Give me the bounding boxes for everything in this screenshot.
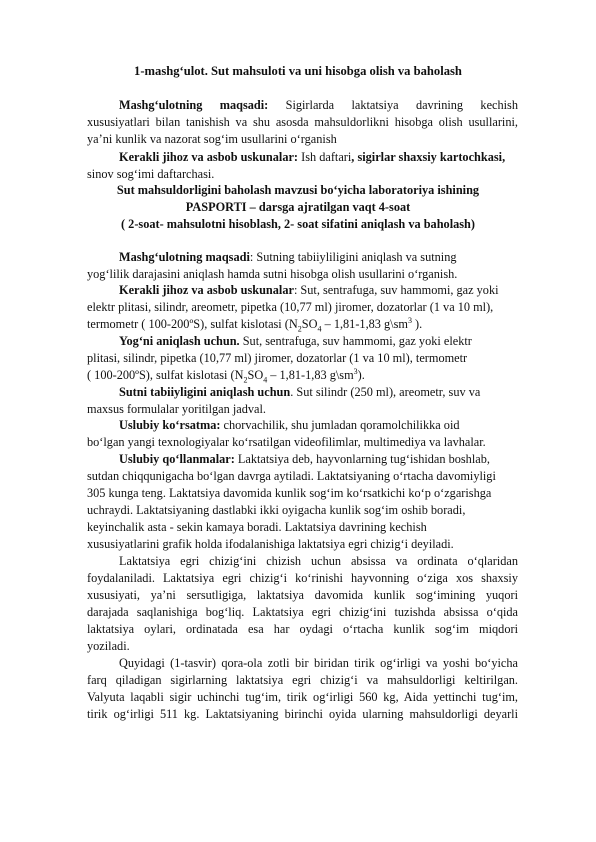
p2-line-4: tirik og‘irligi 511 kg. Laktatsiyaning birinchi oyida ularning mahsuldorligi deyarli: [87, 707, 518, 721]
s2-aim-line-1: [119, 250, 518, 266]
s2-equip-text-1: : Sut, sentrafuga, suv hammomi, gaz yoki: [293, 283, 499, 297]
s2-aim-text-1: : Sutning tabiiyliligini aniqlash va sutning: [249, 250, 457, 264]
page-title: 1-mashg‘ulot. Sut mahsuloti va uni hisobga olish va baholash: [134, 64, 462, 78]
s2-equip-text-3a: termometr ( 100-200ºS), sulfat kislotasi (N: [87, 317, 298, 331]
s1-aim-line-3: ya’ni kunlik va nazorat sog‘im usullarini o‘rganish: [87, 132, 337, 146]
s1-equip-text-1b: , sigirlar shaxsiy kartochkasi,: [351, 150, 506, 164]
s2-fat-text-3d: ).: [357, 368, 365, 382]
s2-fat-line-1: [119, 334, 518, 350]
s2-material-line-3: 305 kunga teng. Laktatsiya davomida kunlik sog‘im ko‘rsatkichi ko‘p o‘zgarishga: [87, 486, 492, 500]
s2-fat-text-3b: SO: [247, 368, 264, 382]
sup-three: 3: [353, 366, 358, 376]
s2-equip-text-3b: SO: [301, 317, 318, 331]
sub-two: 2: [243, 375, 248, 385]
s2-equip-line-3: [87, 317, 518, 333]
s1-equip-line-1: [119, 150, 518, 166]
p1-line-1: Laktatsiya egri chizig‘ini chizish uchun absissa va ordinata o‘qlaridan: [119, 554, 518, 568]
s2-natural-line-1: [119, 385, 518, 401]
s2-equip-label: Kerakli jihoz va asbob uskunalar: [119, 283, 294, 297]
s1-equip-text-1a: Ish daftari: [298, 150, 352, 164]
s2-equip-text-3d: ).: [411, 317, 423, 331]
p1-line-3: xususiyati, ya’ni sersutligiga, laktatsiya davomida kunlik sog‘imining yuqori: [87, 588, 518, 602]
s2-equip-line-2: elektr plitasi, silindr, areometr, pipetka (10,77 ml) jiromer, dozatorlar (1 va 10 ml),: [87, 300, 494, 314]
p1-line-2: foydalaniladi. Laktatsiya egri chizig‘i ko‘rinishi hayvonning o‘ziga xos shaxsiy: [87, 571, 518, 585]
p1-line-5: laktatsiya oylari, ordinatada esa har oydagi o‘rtacha kunlik sog‘im miqdori: [87, 622, 518, 636]
s1-aim-label: Mashg‘ulotning maqsadi:: [119, 98, 269, 112]
p2-line-1: Quyidagi (1-tasvir) qora-ola zotli bir biridan tirik og‘irligi va yoshi bo‘yicha: [119, 656, 518, 670]
s2-aim-line-2: yog‘lilik darajasini aniqlash hamda sutni hisobga olish usullarini o‘rganish.: [87, 267, 458, 281]
sup-three: 3: [407, 315, 412, 325]
passport-line-2: PASPORTI – darsga ajratilgan vaqt 4-soat: [185, 200, 411, 214]
s2-tip-text-1: chorvachilik, shu jumladan qoramolchilikka oid: [220, 418, 460, 432]
s2-fat-text-3c: – 1,81-1,83 g\sm: [267, 368, 354, 382]
s2-tip-line-1: [119, 418, 518, 434]
p1-line-6: yoziladi.: [87, 639, 130, 653]
s2-equip-line-1: [119, 283, 518, 299]
p2-line-2: farq qiladigan sigirlarning laktatsiya egri chizig‘i va mahsuldorligi keltirilgan.: [87, 673, 518, 687]
s2-material-text-1: Laktatsiya deb, hayvonlarning tug‘ishidan boshlab,: [234, 452, 490, 466]
s2-material-line-5: keyinchalik asta - sekin kamaya boradi. Laktatsiya davrining kechish: [87, 520, 427, 534]
p1-line-4: darajada saqlanishiga bog‘liq. Laktatsiya egri chizig‘ini tuzishda absissa o‘qida: [87, 605, 518, 619]
passport-line-1: Sut mahsuldorligini baholash mavzusi bo‘yicha laboratoriya ishining: [116, 183, 480, 197]
s2-material-line-1: [119, 452, 518, 468]
sub-four: 4: [317, 324, 322, 334]
s2-fat-line-2: plitasi, silindr, pipetka (10,77 ml) jiromer, dozatorlar (1 va 10 ml), termometr: [87, 351, 468, 365]
s2-material-label: Uslubiy qo‘llanmalar:: [119, 452, 235, 466]
s2-equip-text-3c: – 1,81-1,83 g\sm: [321, 317, 408, 331]
passport-line-3: ( 2-soat- mahsulotni hisoblash, 2- soat sifatini aniqlash va baholash): [121, 217, 475, 231]
s2-aim-label: Mashg‘ulotning maqsadi: [119, 250, 250, 264]
s1-aim-line-2: xususiyatlari bilan tanishish va shu asosda mahsuldorlikni hisobga olish usullarini,: [87, 115, 518, 129]
s1-equip-line-2: sinov sog‘imi daftarchasi.: [87, 167, 215, 181]
s2-fat-text-3a: ( 100-200ºS), sulfat kislotasi (N: [87, 368, 244, 382]
s2-fat-line-3: [87, 368, 518, 384]
p2-line-3: Valyuta laqabli sigir uchinchi tug‘im, tirik og‘irligi 560 kg, Aida yettinchi tug‘im,: [87, 690, 518, 704]
s2-natural-line-2: maxsus formulalar yoritilgan jadval.: [87, 402, 266, 416]
s2-tip-label: Uslubiy ko‘rsatma:: [119, 418, 221, 432]
s2-material-line-2: sutdan chiqqunigacha bo‘lgan davrga aytiladi. Laktatsiyaning o‘rtacha davomiyligi: [87, 469, 496, 483]
s2-fat-text-1: Sut, sentrafuga, suv hammomi, gaz yoki elektr: [239, 334, 472, 348]
s2-natural-label: Sutni tabiiyligini aniqlash uchun: [119, 385, 291, 399]
s1-aim-text-1: Sigirlarda laktatsiya davrining kechish: [268, 98, 518, 112]
s2-natural-text-1: . Sut silindr (250 ml), areometr, suv va: [290, 385, 481, 399]
sub-four: 4: [263, 375, 268, 385]
s2-fat-label: Yog‘ni aniqlash uchun.: [119, 334, 240, 348]
s1-aim-line-1: [119, 98, 518, 114]
s2-material-line-4: uchraydi. Laktatsiyaning dastlabki ikki oyigacha kunlik sog‘im oshib boradi,: [87, 503, 466, 517]
s2-material-line-6: xususiyatlarini grafik holda ifodalanishiga laktatsiya egri chizig‘i deyiladi.: [87, 537, 454, 551]
s2-tip-line-2: bo‘lgan yangi texnologiyalar ko‘rsatilgan videofilimlar, multimediya va lavhalar.: [87, 435, 486, 449]
s1-equip-label: Kerakli jihoz va asbob uskunalar:: [119, 150, 299, 164]
sub-two: 2: [297, 324, 302, 334]
